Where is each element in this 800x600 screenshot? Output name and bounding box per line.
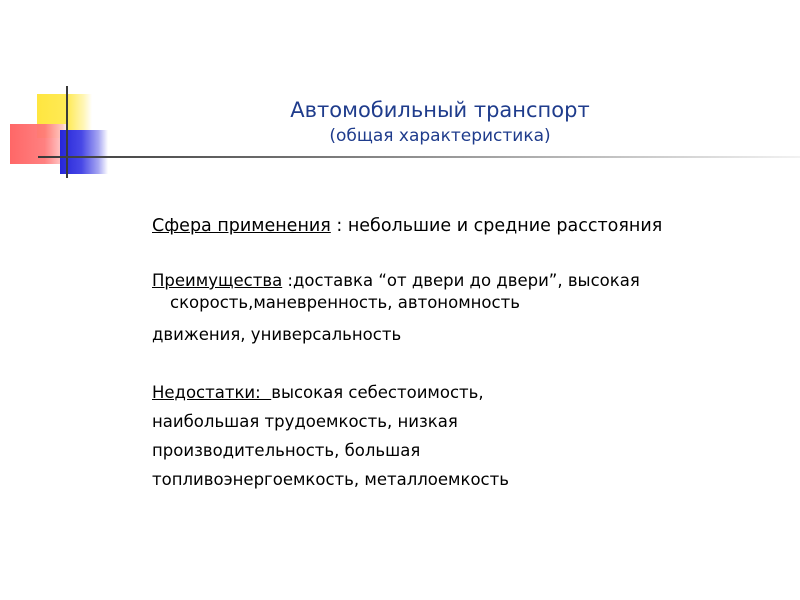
- disadvantages-line-2: наибольшая трудоемкость, низкая: [152, 412, 458, 431]
- spacer: [152, 349, 752, 378]
- decor-horizontal-line: [38, 156, 800, 158]
- advantages-line-3: движения, универсальность: [152, 325, 402, 344]
- advantages-label: Преимущества: [152, 271, 283, 290]
- slide-title: [180, 96, 700, 148]
- scope-label: Сфера применения: [152, 216, 331, 236]
- disadvantages-label: Недостатки:: [152, 383, 272, 402]
- disadvantages-text-1: высокая себестоимость,: [271, 383, 484, 402]
- title-main: Автомобильный транспорт: [290, 98, 590, 122]
- slide-body: [152, 212, 752, 494]
- disadvantages-line-4: топливоэнергоемкость, металлоемкость: [152, 470, 509, 489]
- scope-text: : небольшие и средние расстояния: [330, 216, 663, 236]
- scope-line: [152, 212, 752, 241]
- title-subtitle: (общая характеристика): [329, 126, 551, 146]
- decor-vertical-line: [66, 86, 68, 178]
- disadvantages-line-1: [152, 378, 752, 407]
- spacer: [152, 241, 752, 270]
- disadvantages-line-3: производительность, большая: [152, 441, 421, 460]
- advantages-line-2: скорость,маневренность, автономность: [170, 293, 520, 312]
- advantages-text-1: :доставка “от двери до двери”, высокая: [282, 271, 640, 290]
- advantages-line-1: [152, 270, 752, 292]
